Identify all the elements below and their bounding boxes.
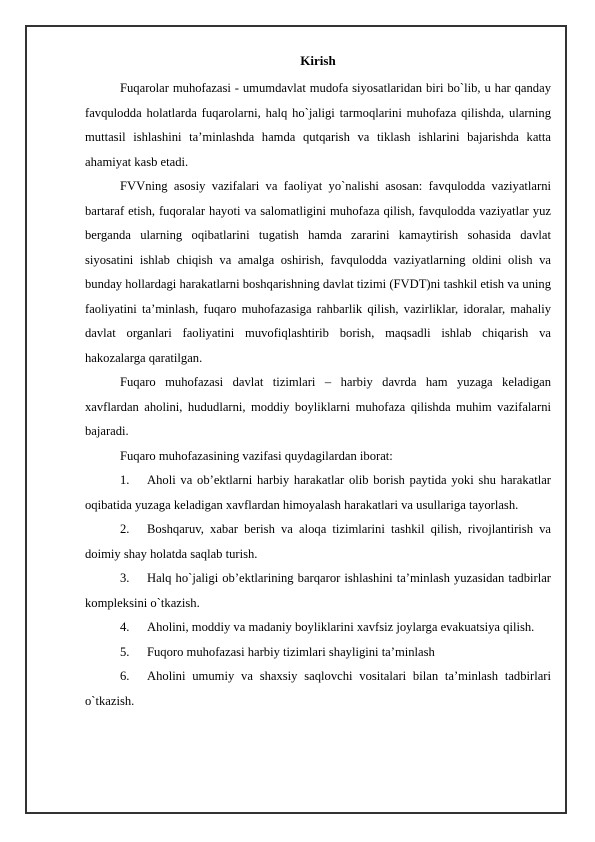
list-item-text: Boshqaruv, xabar berish va aloqa tizimlarini tashkil qilish, rivojlantirish va doimiy shay holatda saqlab turish. <box>85 522 551 561</box>
list-item <box>85 640 551 665</box>
list-item-number: 6. <box>120 669 130 683</box>
list-item-number: 1. <box>120 473 130 487</box>
list-item-number: 2. <box>120 522 130 536</box>
list-item-number: 4. <box>120 620 130 634</box>
list-item <box>85 566 551 615</box>
paragraph-list-intro: Fuqaro muhofazasining vazifasi quydagilardan iborat: <box>120 448 393 463</box>
list-item-text: Aholini, moddiy va madaniy boyliklarini xavfsiz joylarga evakuatsiya qilish. <box>147 620 535 634</box>
list-item-text: Aholini umumiy va shaxsiy saqlovchi vositalari bilan ta’minlash tadbirlari o`tkazish. <box>85 669 551 708</box>
list-item <box>85 517 551 566</box>
list-item-number: 3. <box>120 571 130 585</box>
list-item <box>85 468 551 517</box>
paragraph-intro: Fuqarolar muhofazasi - umumdavlat mudofa siyosatlaridan biri bo`lib, u har qanday favqulodda holatlarda fuqarolarni, halq ho`jaligi tarmoqlarini muhofaza qilishda, ularning muttasil ishlashini ta’minlashda hamda qutqarish va tiklash ishlarini bajarishda katta ahamiyat kasb etadi. <box>85 81 551 169</box>
list-item <box>85 615 551 640</box>
document-body <box>85 53 551 713</box>
list-item-text: Fuqoro muhofazasi harbiy tizimlari shayligini ta’minlash <box>147 644 435 659</box>
document-title: Kirish <box>300 53 336 68</box>
list-item <box>85 664 551 713</box>
list-item-text: Aholi va ob’ektlarni harbiy harakatlar olib borish paytida yoki shu harakatlar oqibatida yuzaga keladigan xavflardan himoyalash harakatlari va usullariga tayorlash. <box>85 473 551 512</box>
paragraph-fvv-tasks: FVVning asosiy vazifalari va faoliyat yo`nalishi asosan: favqulodda vaziyatlarni bartaraf etish, fuqoralar hayoti va salomatligini muhofaza qilish, favqulodda vaziyatlar yuz berganda ularning oqibatlarini tugatish hamda zararini kamaytirish sohasida davlat siyosatini ishlab chiqish va amalga oshirish, favqulodda vaziyatlarning oldini olish va bunday hollardagi harakatlarni boshqarishning davlat tizimi (FVDT)ni tashkil etish va uning faoliyatini ta’minlash, fuqaro muhofazasiga rahbarlik qilish, vazirliklar, idoralar, mahaliy davlat organlari faoliyatini muvofiqlashtirib borish, maqsadli ishlab chiqarish va hakozalarga qaratilgan. <box>85 179 551 365</box>
paragraph-state-systems: Fuqaro muhofazasi davlat tizimlari – harbiy davrda ham yuzaga keladigan xavflardan aholini, hududlarni, moddiy boyliklarni muhofaza qilishda muhim vazifalarni bajaradi. <box>85 375 551 438</box>
list-item-number: 5. <box>120 644 130 659</box>
list-item-text: Halq ho`jaligi ob’ektlarining barqaror ishlashini ta’minlash yuzasidan tadbirlar kompleksini o`tkazish. <box>85 571 551 610</box>
